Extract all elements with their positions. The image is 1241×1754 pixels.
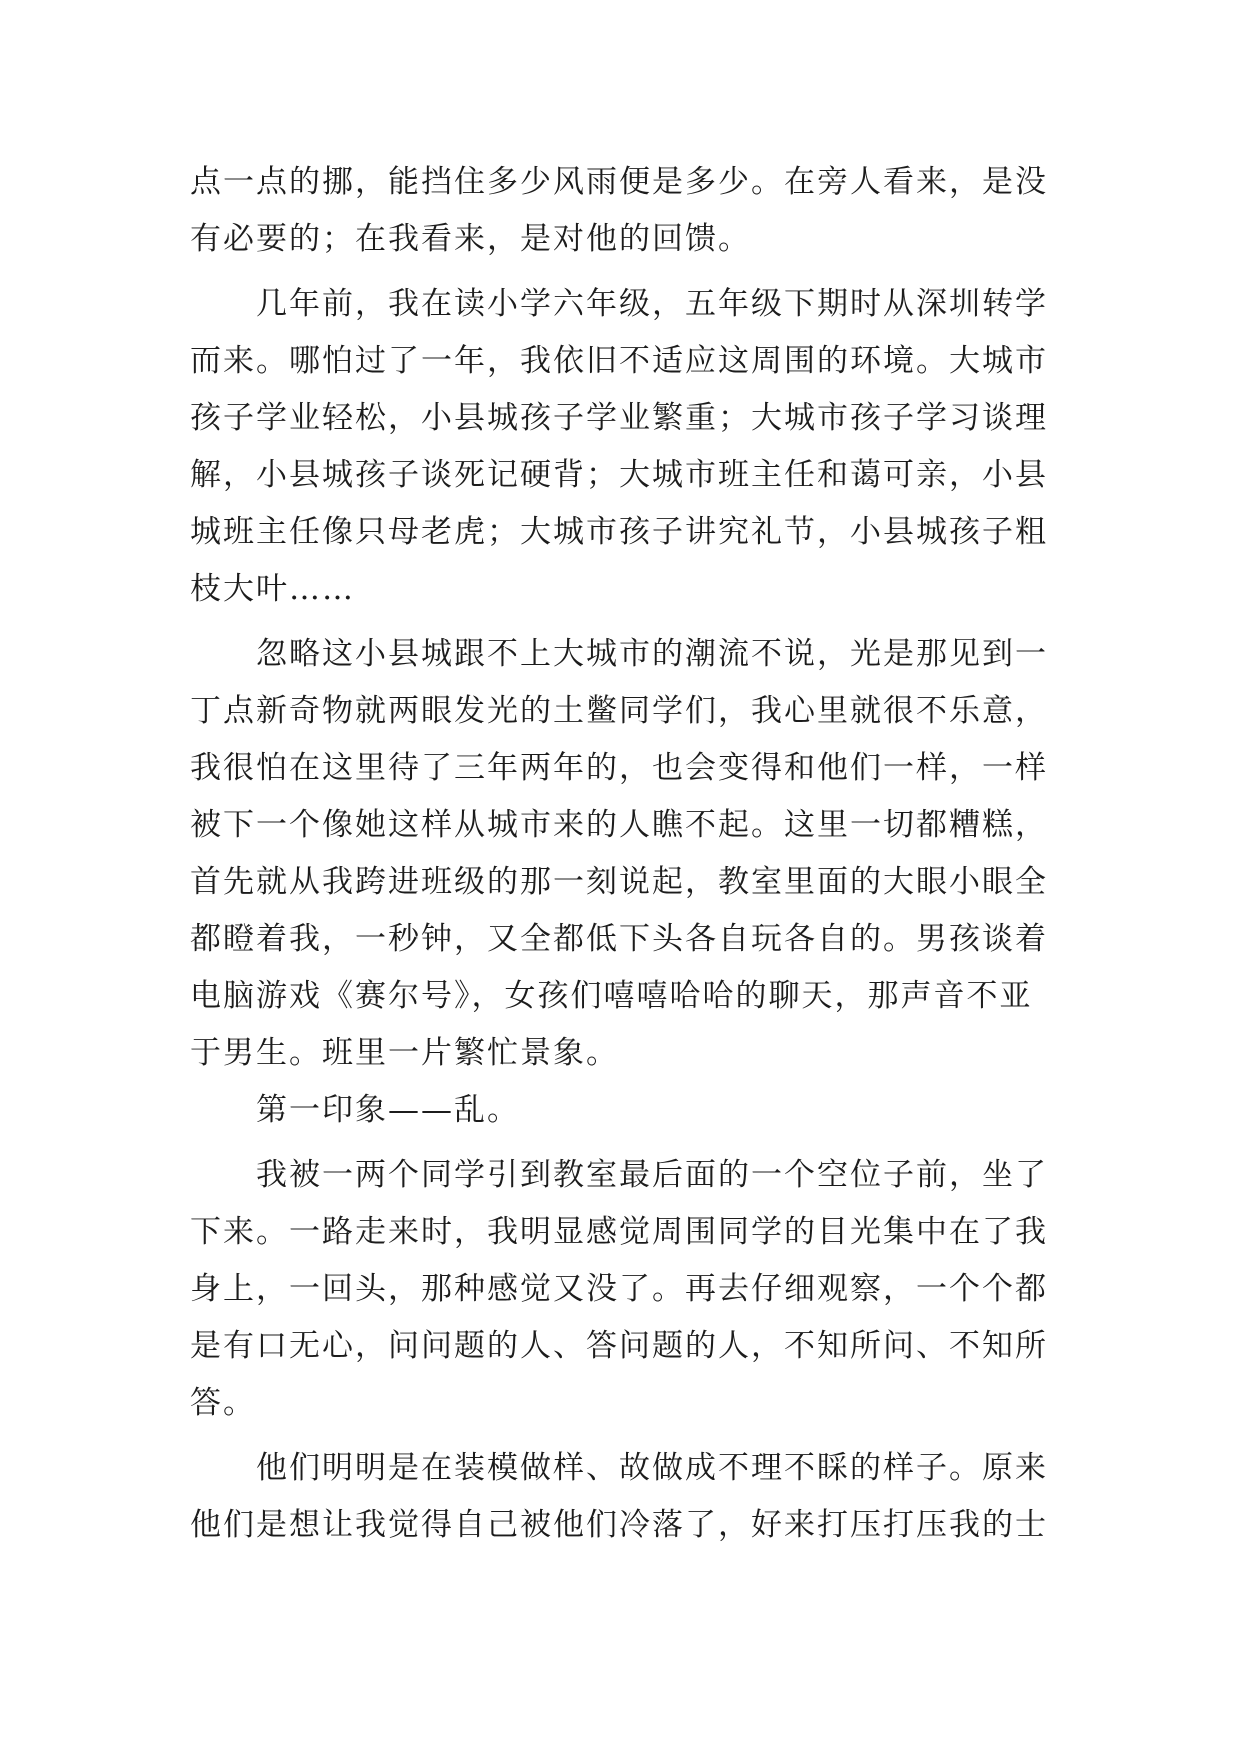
text-line: 于男生。班里一片繁忙景象。 [190,1035,619,1071]
paragraph-2 [190,276,1060,618]
text-line: 都瞪着我，一秒钟，又全都低下头各自玩各自的。男孩谈着 [190,921,1048,957]
text-line: 首先就从我跨进班级的那一刻说起，教室里面的大眼小眼全 [190,864,1048,900]
text-line: 电脑游戏《赛尔号》，女孩们嘻嘻哈哈的聊天，那声音不亚 [190,978,1033,1014]
text-line: 丁点新奇物就两眼发光的土鳖同学们，我心里就很不乐意， [190,693,1048,729]
text-line: 身上，一回头，那种感觉又没了。再去仔细观察，一个个都 [190,1271,1048,1307]
text-line: 我很怕在这里待了三年两年的，也会变得和他们一样，一样 [190,750,1048,786]
paragraph-6 [190,1440,1060,1554]
text-line: 枝大叶…… [190,571,355,607]
text-line: 他们明明是在装模做样、故做成不理不睬的样子。原来 [256,1450,1048,1486]
text-line: 点一点的挪，能挡住多少风雨便是多少。在旁人看来，是没 [190,164,1048,200]
text-line: 他们是想让我觉得自己被他们冷落了，好来打压打压我的士 [190,1507,1048,1543]
text-line: 有必要的；在我看来，是对他的回馈。 [190,221,751,257]
text-line: 而来。哪怕过了一年，我依旧不适应这周围的环境。大城市 [190,343,1048,379]
text-line: 下来。一路走来时，我明显感觉周围同学的目光集中在了我 [190,1214,1048,1250]
text-line: 城班主任像只母老虎；大城市孩子讲究礼节，小县城孩子粗 [190,514,1048,550]
text-line: 被下一个像她这样从城市来的人瞧不起。这里一切都糟糕， [190,807,1048,843]
text-line: 忽略这小县城跟不上大城市的潮流不说，光是那见到一 [256,636,1048,672]
paragraph-3 [190,626,1060,1082]
text-line: 孩子学业轻松，小县城孩子学业繁重；大城市孩子学习谈理 [190,400,1048,436]
text-line: 答。 [190,1385,256,1421]
text-line: 我被一两个同学引到教室最后面的一个空位子前，坐了 [256,1157,1048,1193]
document-body [190,154,1060,1554]
text-line: 几年前，我在读小学六年级，五年级下期时从深圳转学 [256,286,1048,322]
paragraph-5 [190,1147,1060,1432]
text-line: 解，小县城孩子谈死记硬背；大城市班主任和蔼可亲，小县 [190,457,1048,493]
text-line: 是有口无心，问问题的人、答问题的人，不知所问、不知所 [190,1328,1048,1364]
text-line: 第一印象——乱。 [256,1092,520,1128]
paragraph-4 [190,1082,1060,1139]
paragraph-1 [190,154,1060,268]
